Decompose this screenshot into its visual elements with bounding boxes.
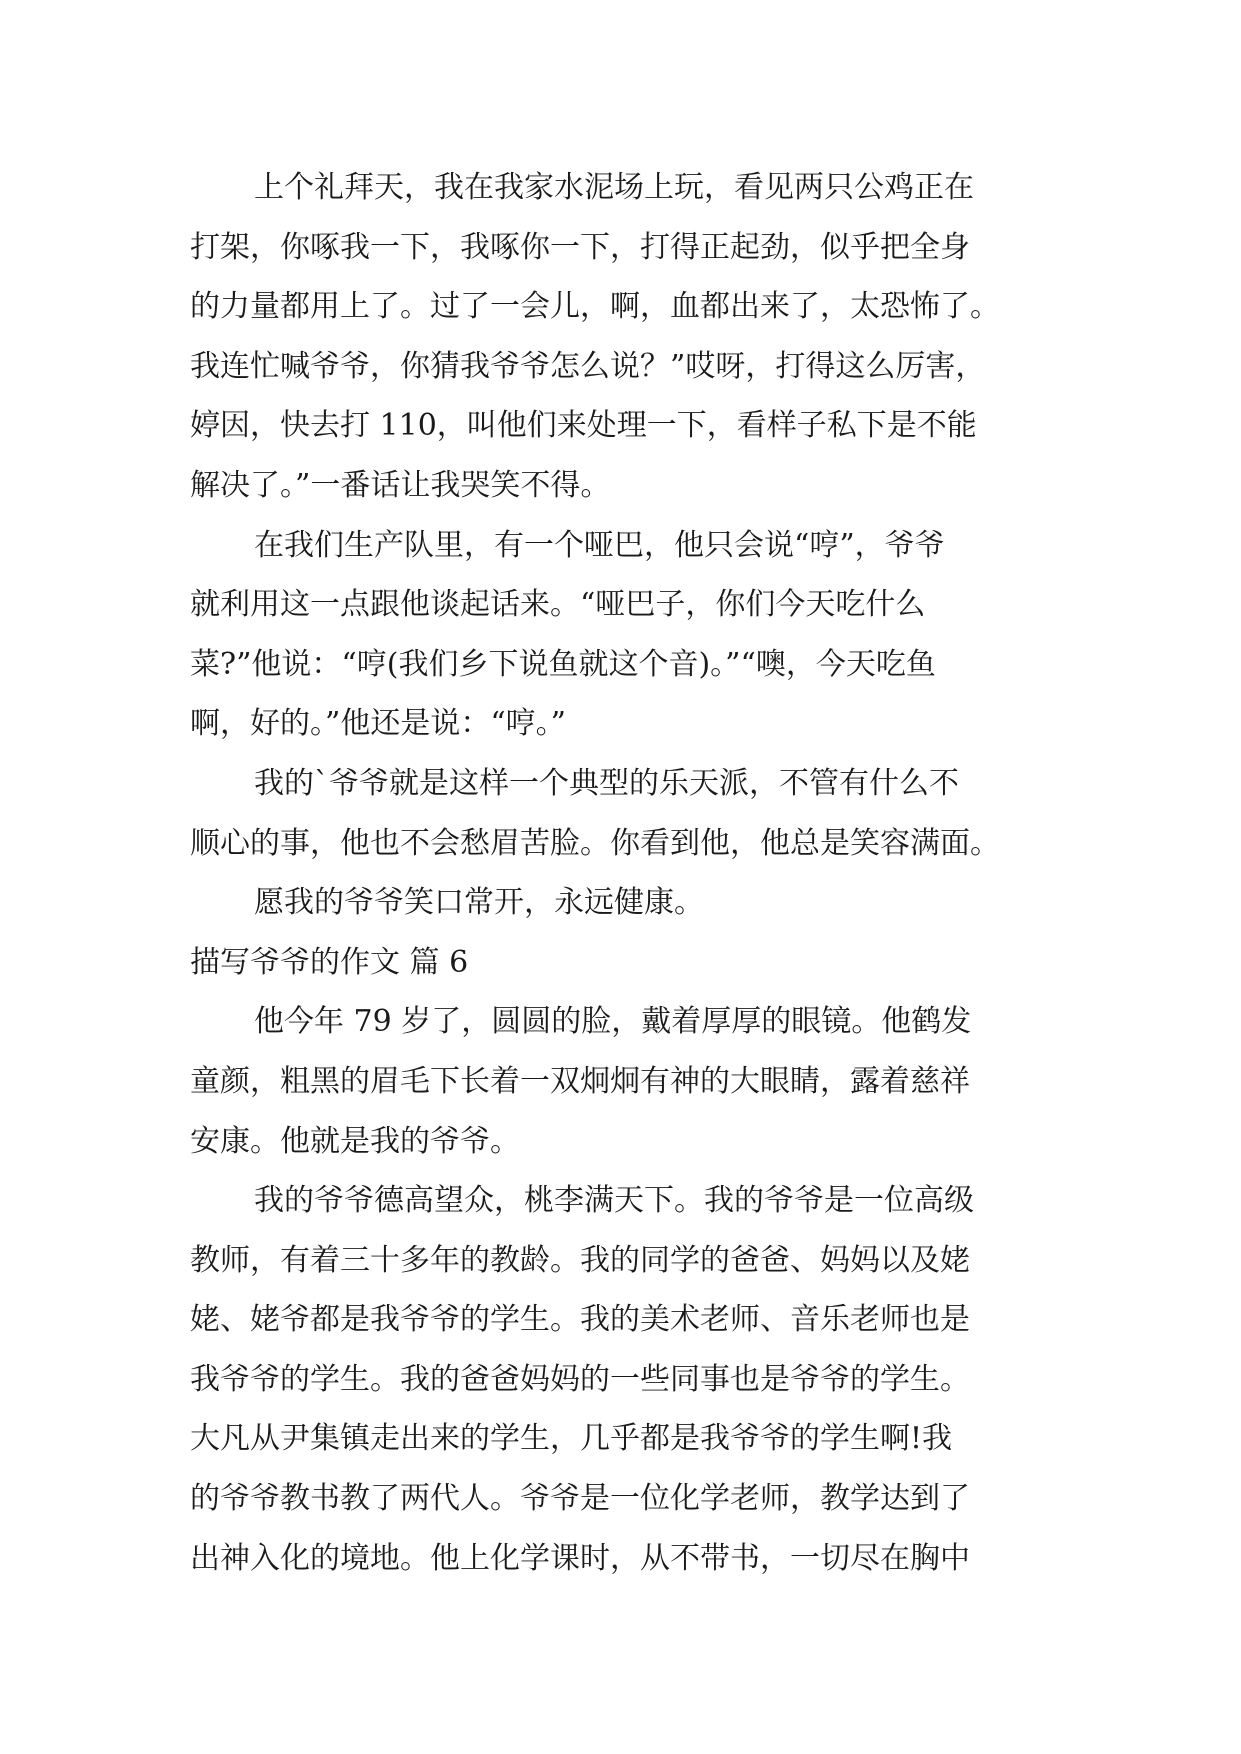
text-line: 姥、姥爷都是我爷爷的学生。我的美术老师、音乐老师也是 [190, 1302, 970, 1338]
text-line: 大凡从尹集镇走出来的学生，几乎都是我爷爷的学生啊!我 [190, 1421, 953, 1457]
text-line: 我的爷爷德高望众，桃李满天下。我的爷爷是一位高级 [254, 1183, 974, 1219]
text-line: 我连忙喊爷爷，你猜我爷爷怎么说？”哎呀，打得这么厉害， [190, 348, 986, 384]
text-line: 的力量都用上了。过了一会儿，啊，血都出来了，太恐怖了。 [190, 289, 1000, 325]
text-line: 我的`爷爷就是这样一个典型的乐天派，不管有什么不 [254, 765, 959, 801]
text-line: 顺心的事，他也不会愁眉苦脸。你看到他，他总是笑容满面。 [190, 825, 1000, 861]
text-line: 教师，有着三十多年的教龄。我的同学的爸爸、妈妈以及姥 [190, 1242, 970, 1278]
text-line: 菜?”他说：“哼(我们乡下说鱼就这个音)。”“噢，今天吃鱼 [190, 646, 936, 682]
text-line: 童颜，粗黑的眉毛下长着一双炯炯有神的大眼睛，露着慈祥 [190, 1063, 970, 1099]
text-line: 啊，好的。”他还是说：“哼。” [190, 706, 567, 742]
paragraph-6 [190, 1171, 1070, 1588]
text-line: 解决了。”一番话让我哭笑不得。 [190, 467, 611, 503]
text-line: 安康。他就是我的爷爷。 [190, 1123, 520, 1159]
document-body [190, 158, 1070, 1588]
paragraph-3 [190, 754, 1070, 873]
paragraph-4 [190, 873, 1070, 933]
text-line: 就利用这一点跟他谈起话来。“哑巴子，你们今天吃什么 [190, 587, 926, 623]
text-line: 上个礼拜天，我在我家水泥场上玩，看见两只公鸡正在 [254, 170, 974, 205]
text-line: 出神入化的境地。他上化学课时，从不带书，一切尽在胸中 [190, 1540, 970, 1576]
paragraph-1 [190, 158, 1070, 516]
text-line: 在我们生产队里，有一个哑巴，他只会说“哼”，爷爷 [254, 527, 945, 563]
text-line: 他今年 79 岁了，圆圆的脸，戴着厚厚的眼镜。他鹤发 [254, 1004, 972, 1040]
text-line: 的爷爷教书教了两代人。爷爷是一位化学老师，教学达到了 [190, 1481, 970, 1517]
paragraph-2 [190, 516, 1070, 754]
text-line: 我爷爷的学生。我的爸爸妈妈的一些同事也是爷爷的学生。 [190, 1361, 970, 1397]
paragraph-5 [190, 992, 1070, 1171]
text-line: 打架，你啄我一下，我啄你一下，打得正起劲，似乎把全身 [190, 229, 970, 265]
text-line: 愿我的爷爷笑口常开，永远健康。 [254, 885, 704, 921]
section-heading: 描写爷爷的作文 篇 6 [190, 944, 469, 980]
text-line: 婷因，快去打 110，叫他们来处理一下，看样子私下是不能 [190, 408, 977, 444]
